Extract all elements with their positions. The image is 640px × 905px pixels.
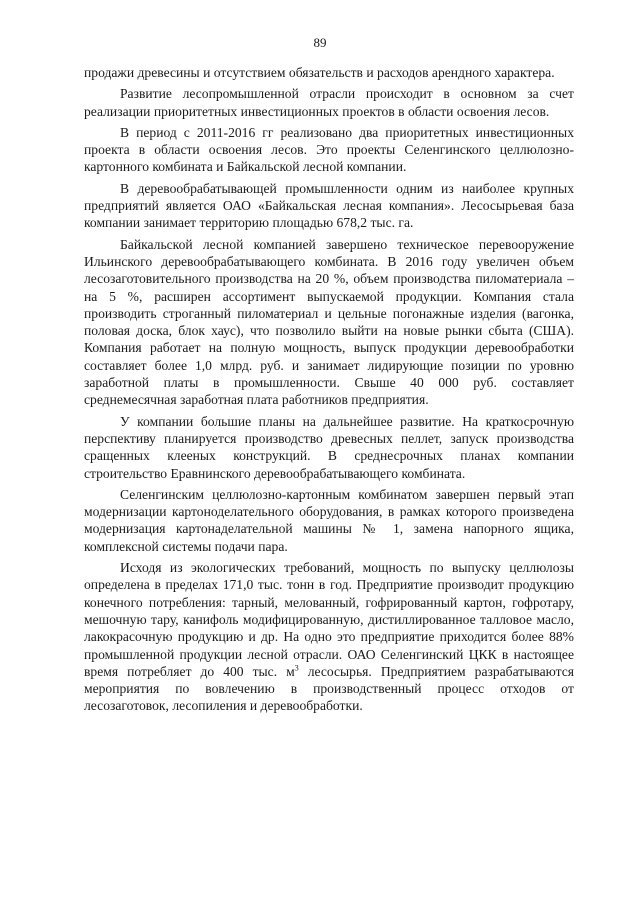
paragraph-development-plans: У компании большие планы на дальнейшее развитие. На краткосрочную перспективу планируется производство древесных пеллет, запуск производства сращенных клееных конструкций. В среднесрочных планах компании строительство Еравнинского деревообрабатывающего комбината. <box>84 413 574 481</box>
paragraph-investment-projects: В период с 2011-2016 гг реализовано два приоритетных инвестиционных проекта в области освоения лесов. Это проекты Селенгинского целлюлозно-картонного комбината и Байкальской лесной компании. <box>84 124 574 175</box>
body-text <box>84 64 574 719</box>
paragraph-industry-development: Развитие лесопромышленной отрасли происходит в основном за счет реализации приоритетных инвестиционных проектов в области освоения лесов. <box>84 86 574 119</box>
page-number: 89 <box>313 35 327 50</box>
cubic-superscript: 3 <box>294 663 299 673</box>
paragraph-ilyinsky-combine: Байкальской лесной компанией завершено техническое перевооружение Ильинского деревообрабатывающего комбината. В 2016 году увеличен объем лесозаготовительного производства на 20 %, объем производства пиломатериала – на 5 %, расширен ассортимент выпускаемой продукции. Компания стала производить строганный пиломатериал и цельные погонажные изделия (вагонка, половая доска, блок хаус), что позволило выйти на новые рынки сбыта (США). Компания работает на полную мощность, выпуск продукции деревообработки составляет более 1,0 млрд. руб. и занимает лидирующие позиции по уровню заработной платы в промышленности. Свыше 40 000 руб. составляет среднемесячная заработная плата работников предприятия. <box>84 236 574 408</box>
paragraph-text-part-1: Исходя из экологических требований, мощность по выпуску целлюлозы определена в пределах 171,0 тыс. тонн в год. Предприятие производит продукцию конечного потребления: тарный, мелованный, гофрированный картон, гофротару, мешочную тару, канифоль модифицированную, дистиллированное талловое масло, лакокрасочную продукцию и др. На одно это предприятие приходится более 88% промышленной продукции лесной отрасли. ОАО Селенгинский ЦКК в настоящее время потребляет до 400 тыс. м <box>84 560 574 679</box>
paragraph-baikal-forest-company: В деревообрабатывающей промышленности одним из наиболее крупных предприятий является ОАО «Байкальская лесная компания». Лесосырьевая база компании занимает территорию площадью 678,2 тыс. га. <box>84 180 574 231</box>
paragraph-continuation: продажи древесины и отсутствием обязательств и расходов арендного характера. <box>84 65 555 80</box>
paragraph-text-part-2: лесосырья. Предприятием разрабатываются мероприятия по вовлечению в производственный процесс отходов от лесозаготовок, лесопиления и деревообработки. <box>84 663 574 714</box>
paragraph-ecological-requirements <box>84 559 574 715</box>
paragraph-selenginsky-modernization: Селенгинским целлюлозно-картонным комбинатом завершен первый этап модернизации картоноделательного оборудования, в рамках которого произведена модернизация картонаделательной машины № 1, замена напорного ящика, комплексной системы подачи пара. <box>84 486 574 554</box>
